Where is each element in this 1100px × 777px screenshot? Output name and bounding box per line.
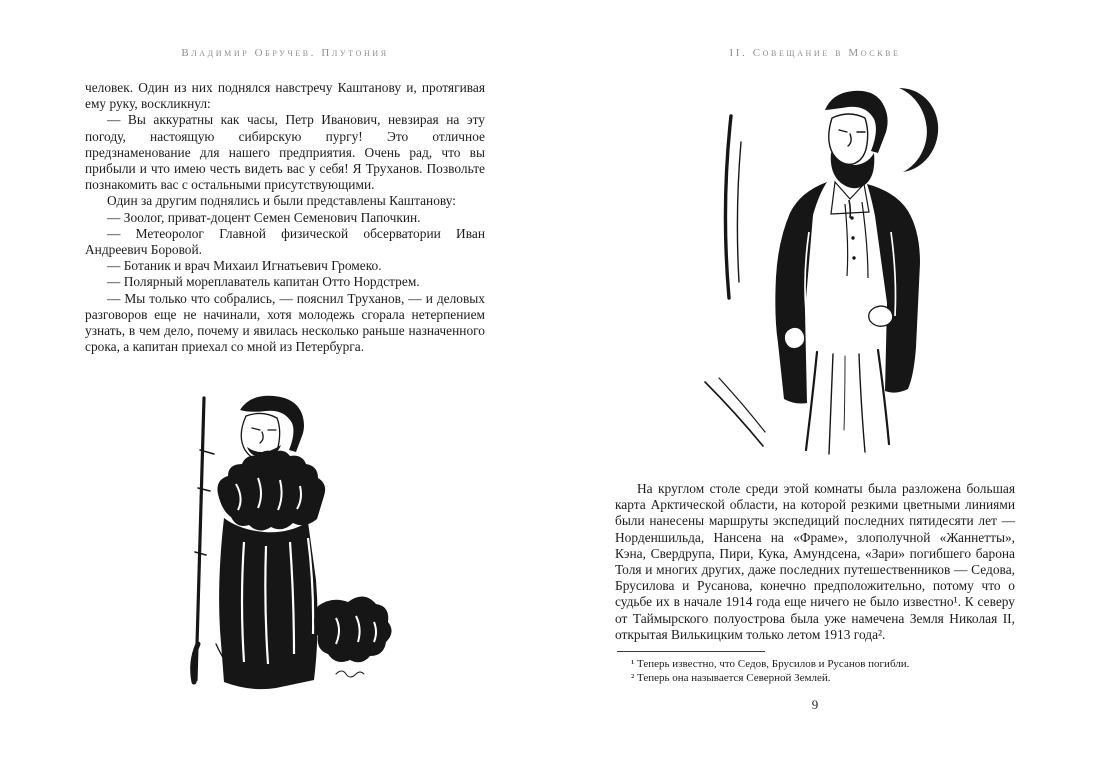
paragraph: — Метеоролог Главной физической обсерватории Иван Андреевич Боровой. (85, 225, 485, 258)
coat-body (219, 518, 318, 689)
suit-coat (775, 182, 920, 404)
paragraph: человек. Один из них поднялся навстречу Каштанову и, протягивая ему руку, воскликнул: (85, 80, 485, 112)
background-strokes (725, 116, 741, 298)
left-text-block (85, 80, 485, 355)
paragraph: — Полярный мореплаватель капитан Отто Нордстрем. (107, 274, 420, 290)
paragraph: — Мы только что собрались, — пояснил Труханов, — и деловых разговоров еще не начинали, хотя молодежь сгорала нетерпением узнать, в чем дело, почему и явилась несколько раньше назначенного срока, а капитан приехал со мной из Петербурга. (85, 290, 485, 355)
crescent-stroke (899, 88, 938, 172)
paragraph: — Зоолог, приват-доцент Семен Семенович Папочкин. (107, 209, 421, 225)
ink-sketch-fur-coat-man (140, 392, 410, 692)
footnote-rule (617, 651, 765, 652)
footnote: ² Теперь она называется Северной Землей. (631, 671, 831, 684)
shadow-strokes (705, 378, 765, 446)
footnote: ¹ Теперь известно, что Седов, Брусилов и Русанов погибли. (631, 658, 910, 670)
page-number: 9 (811, 697, 819, 712)
fur-cuff (314, 596, 392, 662)
rifle (193, 398, 214, 682)
page-left (85, 0, 485, 777)
paragraph: — Ботаник и врач Михаил Игнатьевич Громеко. (107, 258, 382, 274)
paragraph: — Вы аккуратны как часы, Петр Иванович, невзирая на эту погоду, настоящую сибирскую пургу! Это отличное предзнаменование для нашего предприятия. Очень рад, что вы прибыли и что имею честь видеть вас у себя! Я Труханов. Позвольте познакомить вас с остальными присутствующими. (85, 112, 485, 193)
running-head-right: II. Совещание в Москве (729, 47, 901, 59)
running-head-left: Владимир Обручев. Плутония (181, 47, 389, 59)
footnotes-block (615, 658, 1015, 686)
illustration-standing-man (675, 82, 1010, 467)
ink-sketch-standing-man (675, 82, 1010, 467)
paragraph: На круглом столе среди этой комнаты была разложена большая карта Арктической области, на которой резкими цветными линиями были нанесены маршруты экспедиций последних пятидесяти лет — Норденшильда, Нансена на «Фраме», злополучной «Жаннетты», Кэна, Свердрупа, Пири, Кука, Амундсена, «Зари» погибшего барона Толя и многих других, даже последних путешественников — Седова, Брусилова и Русанова, конечно предположительно, потому что о судьбе их в начале 1914 года еще ничего не было известно¹. К северу от Таймырского полуострова была уже намечена Земля Николая II, открытая Вилькицким только летом 1913 года². (615, 481, 1015, 642)
right-text-block (615, 481, 1015, 643)
paragraph: Один за другим поднялись и были представлены Каштанову: (107, 193, 457, 209)
illustration-man-in-fur-coat (140, 392, 410, 692)
fur-collar (217, 451, 325, 531)
page-right (615, 0, 1015, 777)
head (825, 91, 888, 188)
trousers (806, 350, 889, 454)
